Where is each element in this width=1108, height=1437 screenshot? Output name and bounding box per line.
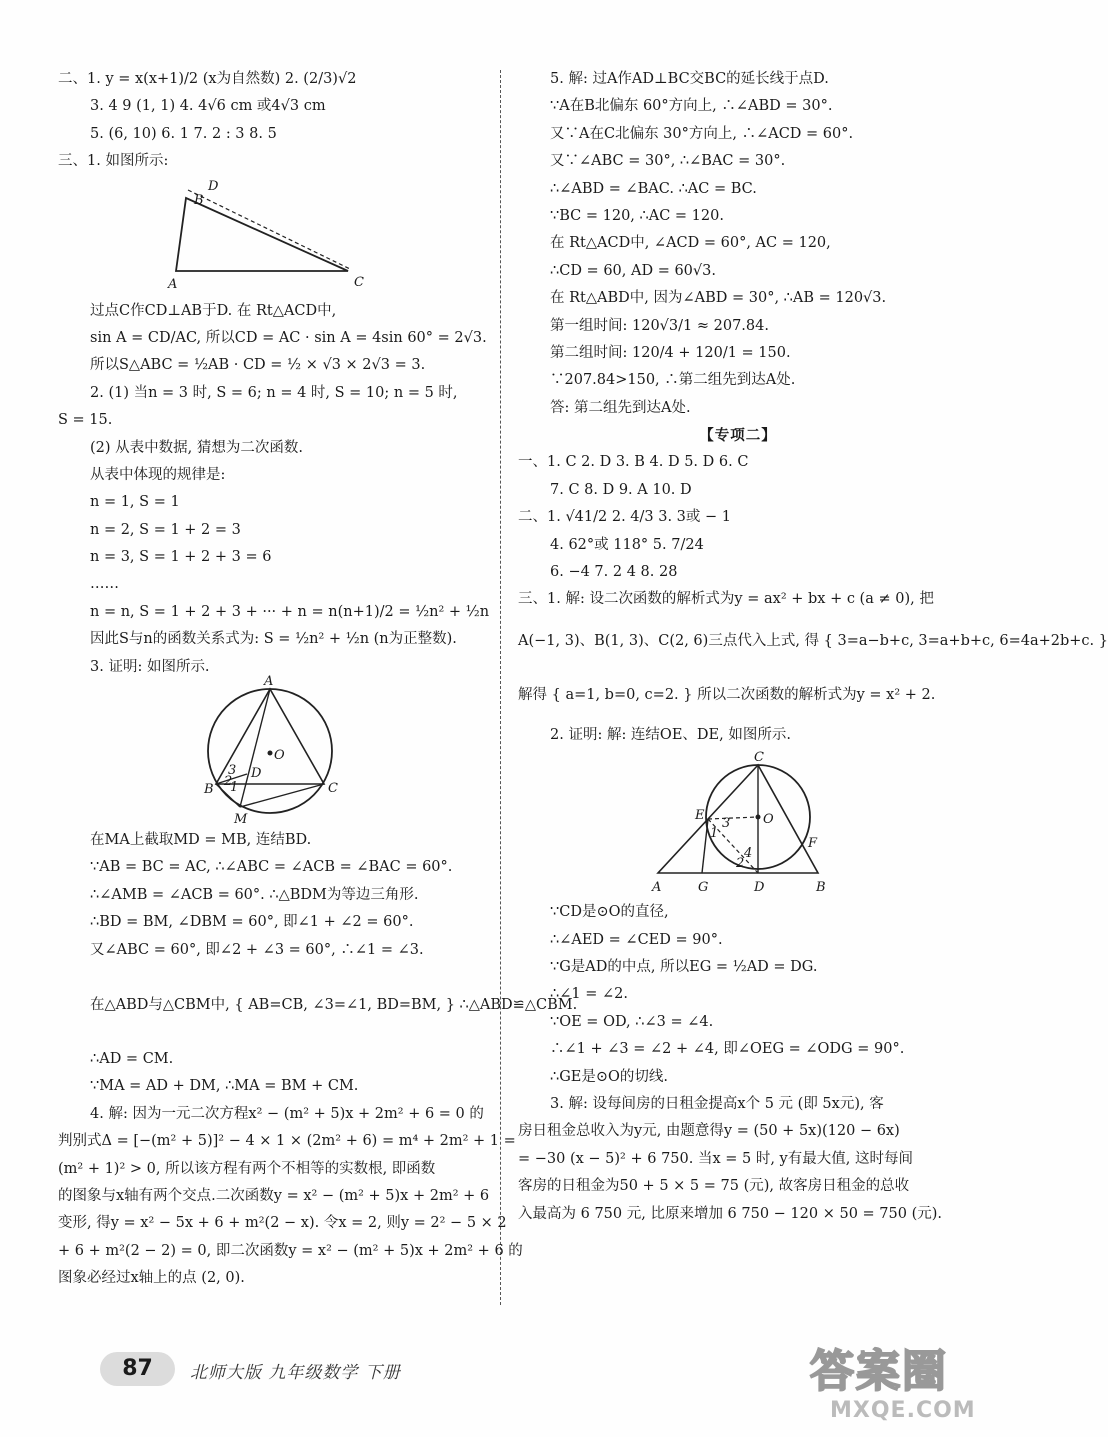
label-A: A <box>652 880 662 896</box>
text-line: 在 Rt△ABD中, 因为∠ABD = 30°, ∴AB = 120√3. <box>550 290 887 307</box>
label-O: O <box>274 748 285 764</box>
text-line: 判别式Δ = [−(m² + 5)]² − 4 × 1 × (2m² + 6) = m⁴ + 2m² + 1 = <box>58 1133 516 1150</box>
label-B: B <box>204 782 214 798</box>
text-line: ∴CD = 60, AD = 60√3. <box>550 262 716 279</box>
left-column <box>58 66 578 1293</box>
text-line: 客房的日租金为50 + 5 × 5 = 75 (元), 故客房日租金的总收 <box>518 1178 910 1195</box>
text-line: 所以S△ABC = ½AB · CD = ½ × √3 × 2√3 = 3. <box>90 357 426 374</box>
text-line: 解得 { a=1, b=0, c=2. } 所以二次函数的解析式为y = x² + 2. <box>518 686 936 703</box>
text-line: = −30 (x − 5)² + 6 750. 当x = 5 时, y有最大值, 这时每间 <box>518 1150 913 1167</box>
label-E: E <box>695 808 705 824</box>
watermark-url: MXQE.COM <box>830 1398 976 1423</box>
text-line: 入最高为 6 750 元, 比原来增加 6 750 − 120 × 50 = 750 (元). <box>518 1205 943 1222</box>
label-angle-1: 1 <box>710 826 719 842</box>
text-line: 2. (1) 当n = 3 时, S = 6; n = 4 时, S = 10; n = 5 时, <box>90 384 458 401</box>
text-line: ∴∠AED = ∠CED = 90°. <box>550 931 723 948</box>
text-line: 6. −4 7. 2 4 8. 28 <box>550 564 678 581</box>
text-line: ∵A在B北偏东 60°方向上, ∴∠ABD = 30°. <box>550 98 833 115</box>
text-line: 房日租金总收入为y元, 由题意得y = (50 + 5x)(120 − 6x) <box>518 1123 900 1140</box>
text-line: ∴∠AMB = ∠ACB = 60°. ∴△BDM为等边三角形. <box>90 886 419 903</box>
text-line: 因此S与n的函数关系式为: S = ½n² + ½n (n为正整数). <box>90 631 457 648</box>
text-line: 3. 证明: 如图所示. <box>90 658 210 675</box>
text-line: 三、1. 解: 设二次函数的解析式为y = ax² + bx + c (a ≠ 0), 把 <box>518 591 934 608</box>
text-line: n = 1, S = 1 <box>90 494 180 511</box>
label-angle-2: 2 <box>224 774 233 790</box>
text-line: 5. (6, 10) 6. 1 7. 2 : 3 8. 5 <box>90 125 277 142</box>
label-B: B <box>816 880 826 896</box>
text-line: 三、1. 如图所示: <box>58 153 169 170</box>
label-D: D <box>251 766 262 782</box>
text-line: 在 Rt△ACD中, ∠ACD = 60°, AC = 120, <box>550 235 831 252</box>
text-line: 二、1. y = x(x+1)/2 (x为自然数) 2. (2/3)√2 <box>58 71 357 87</box>
text-line: 二、1. √41/2 2. 4/3 3. 3或 − 1 <box>518 509 732 526</box>
page-number: 87 <box>100 1352 175 1386</box>
text-line: 一、1. C 2. D 3. B 4. D 5. D 6. C <box>518 454 749 471</box>
text-line: 的图象与x轴有两个交点.二次函数y = x² − (m² + 5)x + 2m² + 6 <box>58 1187 490 1204</box>
label-angle-2: 2 <box>736 856 745 872</box>
text-line: 5. 解: 过A作AD⊥BC交BC的延长线于点D. <box>550 71 829 87</box>
text-line: 从表中体现的规律是: <box>90 466 226 483</box>
label-B: B <box>194 192 204 208</box>
text-line: …… <box>90 576 119 593</box>
text-line: 又∠ABC = 60°, 即∠2 + ∠3 = 60°, ∴∠1 = ∠3. <box>90 941 424 958</box>
text-line: 在△ABD与△CBM中, { AB=CB, ∠3=∠1, BD=BM, } ∴△ABD≌△CBM. <box>90 996 578 1013</box>
text-line: ∵CD是⊙O的直径, <box>550 904 669 921</box>
section-title: 【专项二】 <box>699 427 777 445</box>
label-C: C <box>354 274 364 290</box>
text-line: ∵G是AD的中点, 所以EG = ½AD = DG. <box>550 958 818 975</box>
label-G: G <box>698 880 709 896</box>
text-line: 答: 第二组先到达A处. <box>550 399 691 416</box>
text-line: 4. 解: 因为一元二次方程x² − (m² + 5)x + 2m² + 6 = 0 的 <box>90 1105 484 1122</box>
triangle-figure <box>58 176 488 298</box>
text-line: ∵207.84>150, ∴第二组先到达A处. <box>550 372 796 389</box>
text-line: 第一组时间: 120√3/1 ≈ 207.84. <box>550 317 769 334</box>
text-line: 7. C 8. D 9. A 10. D <box>550 481 692 498</box>
text-line: ∵BC = 120, ∴AC = 120. <box>550 207 724 224</box>
text-line: ∴BD = BM, ∠DBM = 60°, 即∠1 + ∠2 = 60°. <box>90 914 414 931</box>
text-line: (m² + 1)² > 0, 所以该方程有两个不相等的实数根, 即函数 <box>58 1160 436 1177</box>
text-line: n = n, S = 1 + 2 + 3 + ··· + n = n(n+1)/2 = ½n² + ½n <box>90 603 490 620</box>
text-line: A(−1, 3)、B(1, 3)、C(2, 6)三点代入上式, 得 { 3=a−b+c, 3=a+b+c, 6=4a+2b+c. } <box>518 632 1108 649</box>
label-angle-1: 1 <box>230 780 239 796</box>
label-A: A <box>168 276 178 292</box>
text-line: ∵AB = BC = AC, ∴∠ABC = ∠ACB = ∠BAC = 60°. <box>90 859 453 876</box>
text-line: n = 2, S = 1 + 2 = 3 <box>90 521 241 538</box>
label-M: M <box>234 812 248 828</box>
text-line: ∴GE是⊙O的切线. <box>550 1068 669 1085</box>
label-angle-3: 3 <box>228 763 237 779</box>
text-line: ∵OE = OD, ∴∠3 = ∠4. <box>550 1013 714 1030</box>
label-angle-3: 3 <box>722 816 731 832</box>
circle-triangle-figure <box>58 674 488 828</box>
text-line: ∴∠ABD = ∠BAC. ∴AC = BC. <box>550 180 757 197</box>
text-line: (2) 从表中数据, 猜想为二次函数. <box>90 439 303 456</box>
text-line: 过点C作CD⊥AB于D. 在 Rt△ACD中, <box>90 302 337 319</box>
text-line: 又∵∠ABC = 30°, ∴∠BAC = 30°. <box>550 153 786 170</box>
text-line: sin A = CD/AC, 所以CD = AC · sin A = 4sin 60° = 2√3. <box>90 329 487 346</box>
text-line: ∴AD = CM. <box>90 1050 174 1067</box>
text-line: 又∵A在C北偏东 30°方向上, ∴∠ACD = 60°. <box>550 125 854 142</box>
right-column <box>518 66 1108 1228</box>
label-A: A <box>264 674 274 690</box>
label-O: O <box>763 812 774 828</box>
watermark-logo: 答案圈 <box>810 1346 948 1397</box>
text-line: n = 3, S = 1 + 2 + 3 = 6 <box>90 549 272 566</box>
column-divider <box>500 70 501 1305</box>
text-line: 3. 4 9 (1, 1) 4. 4√6 cm 或4√3 cm <box>90 98 326 115</box>
text-line: ∵MA = AD + DM, ∴MA = BM + CM. <box>90 1078 359 1095</box>
text-line: + 6 + m²(2 − 2) = 0, 即二次函数y = x² − (m² + 5)x + 2m² + 6 的 <box>58 1242 523 1259</box>
circle-tangent-figure <box>518 749 958 899</box>
label-C: C <box>754 750 764 766</box>
label-angle-4: 4 <box>744 846 753 862</box>
text-line: 3. 解: 设每间房的日租金提高x个 5 元 (即 5x元), 客 <box>550 1095 884 1112</box>
text-line: 4. 62°或 118° 5. 7/24 <box>550 536 704 553</box>
text-line: 2. 证明: 解: 连结OE、DE, 如图所示. <box>550 726 791 743</box>
label-D: D <box>208 178 219 194</box>
label-F: F <box>808 836 818 852</box>
label-C: C <box>328 781 338 797</box>
text-line: 第二组时间: 120/4 + 120/1 = 150. <box>550 344 791 361</box>
label-D: D <box>754 880 765 896</box>
text-line: 图象必经过x轴上的点 (2, 0). <box>58 1270 245 1287</box>
text-line: 在MA上截取MD = MB, 连结BD. <box>90 832 312 849</box>
text-line: ∴∠1 + ∠3 = ∠2 + ∠4, 即∠OEG = ∠ODG = 90°. <box>550 1041 905 1058</box>
text-line: S = 15. <box>58 412 113 429</box>
footer-book-title: 北师大版 九年级数学 下册 <box>190 1363 401 1383</box>
text-line: ∴∠1 = ∠2. <box>550 986 628 1003</box>
text-line: 变形, 得y = x² − 5x + 6 + m²(2 − x). 令x = 2, 则y = 2² − 5 × 2 <box>58 1215 507 1232</box>
